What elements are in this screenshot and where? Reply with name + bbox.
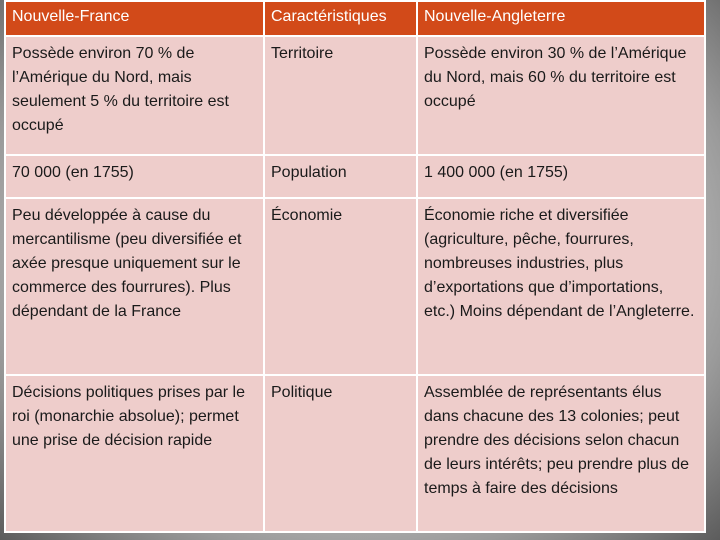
header-nouvelle-angleterre: Nouvelle-Angleterre: [417, 1, 705, 36]
cell-na-population: 1 400 000 (en 1755): [417, 155, 705, 198]
cell-na-politique: Assemblée de représentants élus dans chacune des 13 colonies; peut prendre des décisions selon chacun de leurs intérêts; peu prendre plus de temps à faire des décisions: [417, 375, 705, 532]
cell-label-politique: Politique: [264, 375, 417, 532]
cell-nf-population: 70 000 (en 1755): [5, 155, 264, 198]
cell-label-economie: Économie: [264, 198, 417, 375]
cell-nf-economie: Peu développée à cause du mercantilisme (peu diversifiée et axée presque uniquement sur le commerce des fourrures). Plus dépendant de la France: [5, 198, 264, 375]
cell-label-population: Population: [264, 155, 417, 198]
table-row-politique: [5, 375, 705, 532]
table-row-economie: [5, 198, 705, 375]
cell-na-territoire: Possède environ 30 % de l’Amérique du Nord, mais 60 % du territoire est occupé: [417, 36, 705, 155]
table-row-territoire: [5, 36, 705, 155]
cell-na-economie: Économie riche et diversifiée (agriculture, pêche, fourrures, nombreuses industries, plus d’exportations que d’importations, etc.) Moins dépendant de l’Angleterre.: [417, 198, 705, 375]
table-row-population: [5, 155, 705, 198]
cell-nf-politique: Décisions politiques prises par le roi (monarchie absolue); permet une prise de décision rapide: [5, 375, 264, 532]
comparison-table: [4, 0, 706, 533]
header-caracteristiques: Caractéristiques: [264, 1, 417, 36]
cell-label-territoire: Territoire: [264, 36, 417, 155]
header-nouvelle-france: Nouvelle-France: [5, 1, 264, 36]
table-header-row: [5, 1, 705, 36]
cell-nf-territoire: Possède environ 70 % de l’Amérique du Nord, mais seulement 5 % du territoire est occupé: [5, 36, 264, 155]
